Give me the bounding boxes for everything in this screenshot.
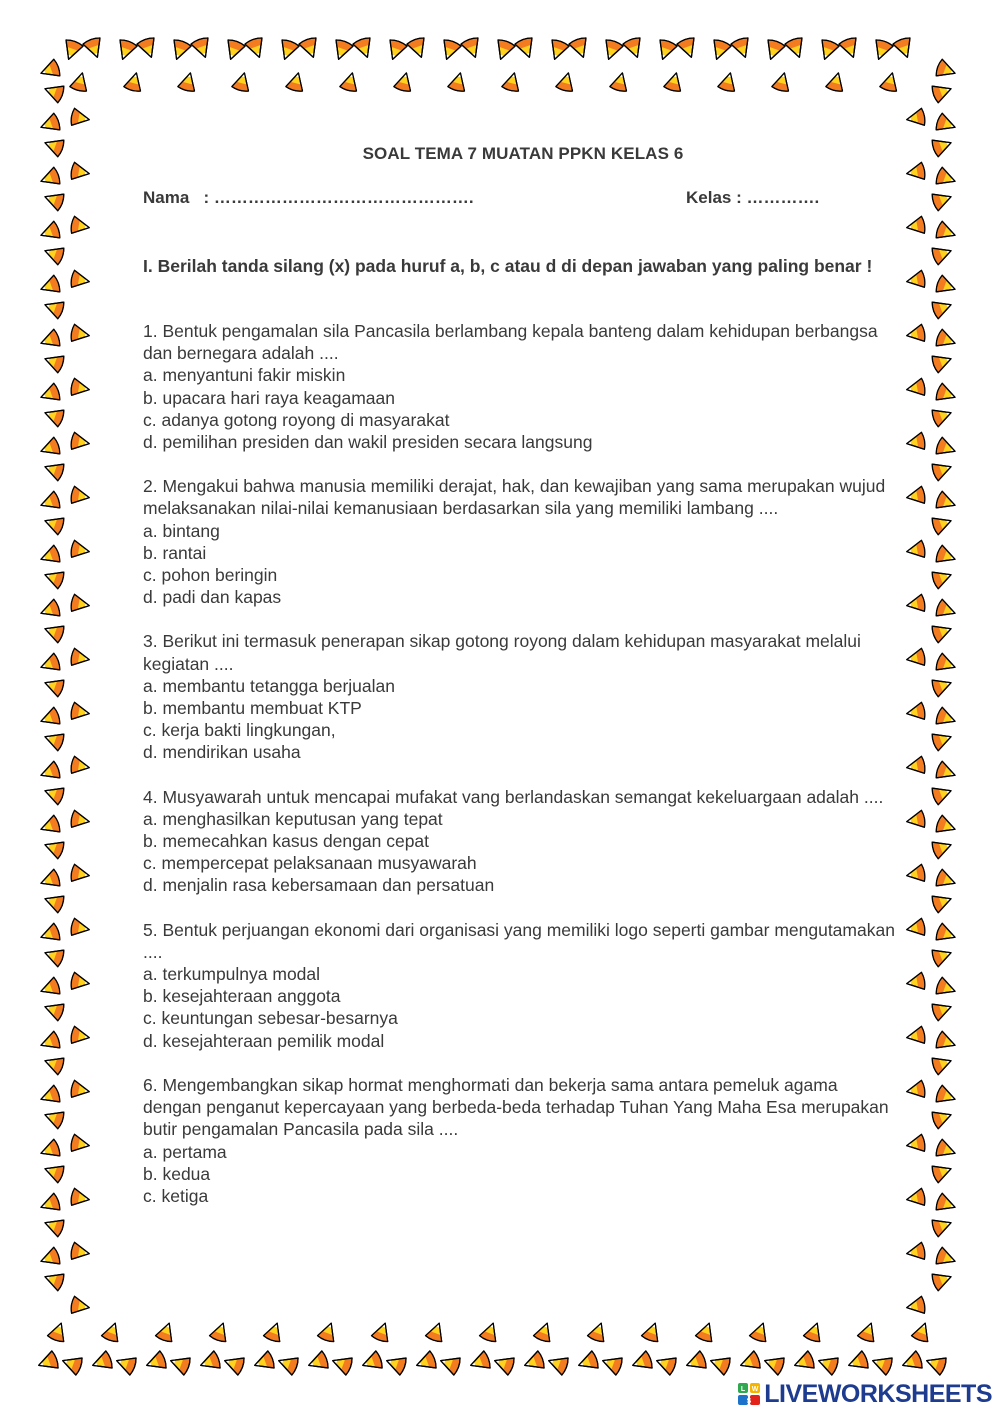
candy-corn-icon	[931, 944, 954, 967]
candy-corn-icon	[905, 162, 926, 182]
candy-corn-icon	[42, 1268, 65, 1291]
candy-corn-icon	[38, 707, 61, 730]
candy-corn-icon	[360, 1350, 384, 1373]
candy-corn-icon	[892, 36, 915, 60]
candy-corn-icon	[905, 864, 926, 884]
candy-corn-icon	[905, 756, 926, 776]
candy-corn-icon	[38, 599, 61, 622]
candy-corn-icon	[911, 1320, 933, 1343]
candy-corn-icon	[935, 437, 958, 460]
candy-corn-icon	[931, 674, 954, 697]
candy-corn-icon	[630, 1350, 654, 1373]
candy-corn-icon	[935, 869, 958, 892]
candy-corn-icon	[384, 38, 407, 62]
candy-corn-icon	[905, 1026, 926, 1046]
candy-corn-icon	[60, 38, 83, 62]
candy-corn-icon	[70, 324, 91, 344]
candy-corn-icon	[69, 71, 90, 93]
question-text: 4. Musyawarah untuk mencapai mufakat vang berlandaskan semangat kekeluargaan adalah ....	[143, 786, 884, 807]
candy-corn-icon	[738, 1350, 762, 1373]
candy-corn-icon	[168, 1352, 192, 1375]
candy-corn-icon	[935, 761, 958, 784]
candy-corn-icon	[492, 1352, 516, 1375]
candy-corn-icon	[70, 1242, 91, 1262]
candy-corn-icon	[935, 221, 958, 244]
candy-corn-icon	[70, 648, 91, 668]
option-d[interactable]: d. pemilihan presiden dan wakil presiden secara langsung	[143, 432, 593, 453]
student-info-row	[143, 188, 843, 208]
option-c[interactable]: c. keuntungan sebesar-besarnya	[143, 1008, 398, 1029]
liveworksheets-logo	[738, 1381, 992, 1407]
candy-corn-icon	[931, 1268, 954, 1291]
question-3	[143, 630, 899, 763]
candy-corn-icon	[870, 1352, 894, 1375]
candy-corn-icon	[931, 296, 954, 319]
candy-corn-icon	[276, 1352, 300, 1375]
badge-letter-w: W	[751, 1386, 759, 1393]
candy-corn-icon	[222, 38, 245, 62]
candy-corn-icon	[42, 296, 65, 319]
candy-corn-icon	[935, 977, 958, 1000]
candy-corn-icon	[70, 540, 91, 560]
candy-corn-icon	[708, 38, 731, 62]
option-b[interactable]: b. kedua	[143, 1163, 211, 1184]
question-6	[143, 1074, 899, 1207]
option-c[interactable]: c. adanya gotong royong di masyarakat	[143, 409, 450, 430]
candy-corn-icon	[663, 71, 684, 93]
candy-corn-icon	[838, 36, 861, 60]
candy-corn-icon	[114, 38, 137, 62]
candy-corn-icon	[900, 1350, 924, 1373]
candy-corn-icon	[38, 815, 61, 838]
candy-corn-icon	[177, 71, 198, 93]
class-field[interactable]	[686, 188, 819, 208]
candy-corn-icon	[70, 108, 91, 128]
candy-corn-icon	[905, 1188, 926, 1208]
candy-corn-icon	[38, 437, 61, 460]
candy-corn-icon	[38, 545, 61, 568]
candy-corn-icon	[546, 1352, 570, 1375]
candy-corn-icon	[546, 38, 569, 62]
candy-corn-icon	[931, 1106, 954, 1129]
candy-corn-icon	[935, 599, 958, 622]
candy-corn-icon	[209, 1320, 231, 1343]
candy-corn-icon	[684, 1350, 708, 1373]
worksheet-title: SOAL TEMA 7 MUATAN PPKN KELAS 6	[362, 144, 684, 163]
option-a[interactable]: a. membantu tetangga berjualan	[143, 675, 395, 696]
candy-corn-icon	[905, 1242, 926, 1262]
candy-corn-icon	[935, 1193, 958, 1216]
candy-corn-icon	[70, 1080, 91, 1100]
option-d[interactable]: d. kesejahteraan pemilik modal	[143, 1030, 385, 1051]
question-list	[143, 320, 899, 1229]
candy-corn-icon	[622, 36, 645, 60]
candy-corn-icon	[136, 36, 159, 60]
candy-corn-icon	[905, 594, 926, 614]
candy-corn-icon	[771, 71, 792, 93]
option-a[interactable]: a. bintang	[143, 520, 220, 541]
candy-corn-icon	[70, 162, 91, 182]
candy-corn-icon	[935, 167, 958, 190]
candy-corn-icon	[144, 1350, 168, 1373]
candy-corn-icon	[317, 1320, 339, 1343]
candy-corn-icon	[935, 113, 958, 136]
candy-corn-icon	[82, 36, 105, 60]
candy-corn-icon	[42, 728, 65, 751]
candy-corn-icon	[931, 188, 954, 211]
candy-corn-icon	[42, 458, 65, 481]
candy-corn-icon	[905, 1080, 926, 1100]
candy-corn-icon	[931, 242, 954, 265]
candy-corn-icon	[935, 59, 958, 82]
candy-corn-icon	[168, 38, 191, 62]
candy-corn-icon	[931, 620, 954, 643]
candy-corn-icon	[339, 71, 360, 93]
candy-corn-icon	[70, 594, 91, 614]
candy-corn-icon	[70, 864, 91, 884]
candy-corn-icon	[42, 1160, 65, 1183]
candy-corn-icon	[931, 350, 954, 373]
question-5	[143, 919, 899, 1052]
question-4	[143, 786, 899, 897]
candy-corn-icon	[803, 1320, 825, 1343]
option-d[interactable]: d. menjalin rasa kebersamaan dan persatuan	[143, 875, 495, 896]
candy-corn-icon	[905, 972, 926, 992]
candy-corn-icon	[905, 918, 926, 938]
question-1	[143, 320, 899, 453]
candy-corn-icon	[935, 923, 958, 946]
candy-corn-icon	[38, 59, 61, 82]
candy-corn-icon	[70, 918, 91, 938]
candy-corn-icon	[38, 1193, 61, 1216]
candy-corn-icon	[38, 1085, 61, 1108]
candy-corn-icon	[935, 1031, 958, 1054]
option-b[interactable]: b. upacara hari raya keagamaan	[143, 387, 395, 408]
option-a[interactable]: a. terkumpulnya modal	[143, 964, 321, 985]
candy-corn-icon	[38, 1247, 61, 1270]
candy-corn-icon	[905, 108, 926, 128]
candy-corn-icon	[42, 836, 65, 859]
candy-corn-icon	[492, 38, 515, 62]
candy-corn-icon	[935, 329, 958, 352]
candy-corn-icon	[70, 1026, 91, 1046]
candy-corn-icon	[42, 998, 65, 1021]
candy-corn-icon	[438, 38, 461, 62]
candy-corn-icon	[42, 242, 65, 265]
candy-corn-icon	[931, 1214, 954, 1237]
candy-corn-icon	[70, 972, 91, 992]
candy-corn-icon	[905, 1296, 926, 1316]
candy-corn-icon	[654, 1352, 678, 1375]
candy-corn-icon	[870, 38, 893, 62]
candy-corn-icon	[816, 1352, 840, 1375]
class-label: Kelas	[686, 188, 732, 207]
liveworksheets-badge-icon	[738, 1383, 760, 1405]
candy-corn-icon	[90, 1350, 114, 1373]
candy-corn-icon	[762, 38, 785, 62]
candy-corn-icon	[38, 275, 61, 298]
candy-corn-icon	[371, 1320, 393, 1343]
candy-corn-icon	[38, 383, 61, 406]
badge-letter-s: S	[746, 1398, 752, 1405]
candy-corn-icon	[38, 653, 61, 676]
candy-corn-icon	[935, 815, 958, 838]
candy-corn-icon	[935, 1139, 958, 1162]
candy-corn-icon	[905, 1134, 926, 1154]
candy-corn-icon	[298, 36, 321, 60]
candy-corn-icon	[70, 216, 91, 236]
candy-corn-icon	[244, 36, 267, 60]
candy-corn-icon	[533, 1320, 555, 1343]
candy-corn-icon	[568, 36, 591, 60]
option-a[interactable]: a. menyantuni fakir miskin	[143, 365, 346, 386]
candy-corn-icon	[42, 620, 65, 643]
candy-corn-icon	[330, 1352, 354, 1375]
candy-corn-icon	[330, 38, 353, 62]
option-d[interactable]: d. padi dan kapas	[143, 587, 282, 608]
candy-corn-icon	[931, 404, 954, 427]
candy-corn-icon	[846, 1350, 870, 1373]
candy-corn-icon	[931, 728, 954, 751]
candy-corn-icon	[38, 491, 61, 514]
option-c[interactable]: c. kerja bakti lingkungan,	[143, 720, 336, 741]
question-2	[143, 475, 899, 608]
candy-corn-icon	[460, 36, 483, 60]
candy-corn-icon	[905, 702, 926, 722]
candy-corn-icon	[905, 648, 926, 668]
candy-corn-icon	[931, 782, 954, 805]
candy-corn-icon	[825, 71, 846, 93]
candy-corn-icon	[935, 1247, 958, 1270]
candy-corn-icon	[931, 890, 954, 913]
candy-corn-icon	[931, 998, 954, 1021]
candy-corn-icon	[879, 71, 900, 93]
candy-corn-icon	[42, 566, 65, 589]
candy-corn-icon	[762, 1352, 786, 1375]
candy-corn-icon	[38, 221, 61, 244]
candy-corn-icon	[70, 1296, 91, 1316]
candy-corn-icon	[42, 188, 65, 211]
candy-corn-icon	[101, 1320, 123, 1343]
candy-corn-icon	[252, 1350, 276, 1373]
candy-corn-icon	[276, 38, 299, 62]
candy-corn-icon	[905, 540, 926, 560]
candy-corn-icon	[931, 836, 954, 859]
candy-corn-icon	[42, 350, 65, 373]
candy-corn-icon	[641, 1320, 663, 1343]
option-c[interactable]: c. pohon beringin	[143, 565, 278, 586]
candy-corn-icon	[905, 378, 926, 398]
candy-corn-icon	[905, 810, 926, 830]
candy-corn-icon	[905, 432, 926, 452]
question-text: 2. Mengakui bahwa manusia memiliki derajat, hak, dan kewajiban yang sama merupakan wujud melaksanakan nilai-nilai kemanusiaan berdasarkan sila yang memiliki lambang ....	[143, 476, 886, 519]
candy-corn-icon	[425, 1320, 447, 1343]
candy-corn-icon	[42, 890, 65, 913]
candy-corn-icon	[730, 36, 753, 60]
candy-corn-icon	[42, 80, 65, 103]
candy-corn-icon	[38, 869, 61, 892]
candy-corn-icon	[576, 1350, 600, 1373]
option-a[interactable]: a. menghasilkan keputusan yang tepat	[143, 808, 443, 829]
candy-corn-icon	[306, 1350, 330, 1373]
candy-corn-icon	[352, 36, 375, 60]
candy-corn-icon	[38, 761, 61, 784]
candy-corn-icon	[654, 38, 677, 62]
candy-corn-icon	[384, 1352, 408, 1375]
candy-corn-icon	[38, 923, 61, 946]
candy-corn-icon	[600, 1352, 624, 1375]
option-b[interactable]: b. rantai	[143, 542, 207, 563]
candy-corn-icon	[514, 36, 537, 60]
candy-corn-icon	[905, 324, 926, 344]
candy-corn-icon	[70, 702, 91, 722]
candy-corn-icon	[406, 36, 429, 60]
instruction-text: I. Berilah tanda silang (x) pada huruf a, b, c atau d di depan jawaban yang paling benar !	[143, 256, 873, 276]
candy-corn-icon	[38, 329, 61, 352]
candy-corn-icon	[931, 1160, 954, 1183]
candy-corn-icon	[123, 71, 144, 93]
question-text: 5. Bentuk perjuangan ekonomi dari organisasi yang memiliki logo seperti gambar mengutamakan ....	[143, 919, 895, 962]
option-d[interactable]: d. mendirikan usaha	[143, 742, 301, 763]
name-field[interactable]	[143, 188, 474, 207]
candy-corn-icon	[717, 71, 738, 93]
candy-corn-icon	[501, 71, 522, 93]
candy-corn-icon	[447, 71, 468, 93]
candy-corn-icon	[155, 1320, 177, 1343]
candy-corn-icon	[42, 404, 65, 427]
candy-corn-icon	[924, 1352, 948, 1375]
candy-corn-icon	[708, 1352, 732, 1375]
candy-corn-icon	[38, 977, 61, 1000]
candy-corn-icon	[935, 491, 958, 514]
candy-corn-icon	[190, 36, 213, 60]
option-b[interactable]: b. membantu membuat KTP	[143, 698, 362, 719]
candy-corn-icon	[931, 80, 954, 103]
candy-corn-icon	[784, 36, 807, 60]
candy-corn-icon	[905, 486, 926, 506]
candy-corn-icon	[600, 38, 623, 62]
candy-corn-icon	[70, 270, 91, 290]
candy-corn-icon	[522, 1350, 546, 1373]
candy-corn-icon	[905, 216, 926, 236]
candy-corn-icon	[749, 1320, 771, 1343]
candy-corn-icon	[263, 1320, 285, 1343]
candy-corn-icon	[816, 38, 839, 62]
candy-corn-icon	[198, 1350, 222, 1373]
candy-corn-icon	[935, 383, 958, 406]
name-value: : ……………………………………….	[203, 188, 474, 207]
candy-corn-icon	[285, 71, 306, 93]
candy-corn-icon	[905, 270, 926, 290]
option-b[interactable]: b. memecahkan kasus dengan cepat	[143, 831, 430, 852]
candy-corn-icon	[42, 1214, 65, 1237]
option-c[interactable]: c. mempercepat pelaksanaan musyawarah	[143, 853, 477, 874]
candy-corn-icon	[468, 1350, 492, 1373]
candy-corn-icon	[792, 1350, 816, 1373]
option-a[interactable]: a. pertama	[143, 1141, 227, 1162]
candy-corn-icon	[38, 1139, 61, 1162]
candy-corn-icon	[931, 512, 954, 535]
candy-corn-icon	[114, 1352, 138, 1375]
option-b[interactable]: b. kesejahteraan anggota	[143, 986, 341, 1007]
candy-corn-icon	[931, 458, 954, 481]
question-text: 6. Mengembangkan sikap hormat menghormati dan bekerja sama antara pemeluk agama dengan penganut kepercayaan yang berbeda-beda terhadap Tuhan Yang Maha Esa merupakan butir pengamalan Pancasila pada sila ....	[143, 1074, 889, 1140]
candy-corn-icon	[70, 756, 91, 776]
candy-corn-icon	[38, 113, 61, 136]
candy-corn-icon	[438, 1352, 462, 1375]
candy-corn-icon	[42, 1052, 65, 1075]
candy-corn-icon	[36, 1350, 60, 1373]
candy-corn-icon	[70, 810, 91, 830]
question-text: 1. Bentuk pengamalan sila Pancasila berlambang kepala banteng dalam kehidupan berbangsa dan bernegara adalah ....	[143, 321, 878, 364]
candy-corn-icon	[42, 782, 65, 805]
candy-corn-icon	[38, 167, 61, 190]
candy-corn-icon	[42, 512, 65, 535]
candy-corn-icon	[42, 674, 65, 697]
candy-corn-icon	[935, 707, 958, 730]
candy-corn-icon	[42, 944, 65, 967]
candy-corn-icon	[695, 1320, 717, 1343]
candy-corn-icon	[60, 1352, 84, 1375]
candy-corn-icon	[42, 1106, 65, 1129]
candy-corn-icon	[676, 36, 699, 60]
candy-corn-icon	[231, 71, 252, 93]
candy-corn-icon	[857, 1320, 879, 1343]
candy-corn-icon	[555, 71, 576, 93]
candy-corn-icon	[414, 1350, 438, 1373]
candy-corn-icon	[70, 432, 91, 452]
candy-corn-icon	[70, 378, 91, 398]
candy-corn-icon	[393, 71, 414, 93]
candy-corn-icon	[479, 1320, 501, 1343]
option-c[interactable]: c. ketiga	[143, 1185, 209, 1206]
liveworksheets-wordmark: LIVEWORKSHEETS	[764, 1379, 992, 1408]
candy-corn-icon	[70, 486, 91, 506]
candy-corn-icon	[935, 653, 958, 676]
candy-corn-icon	[935, 275, 958, 298]
badge-letter-l: L	[741, 1386, 746, 1393]
candy-corn-icon	[38, 1031, 61, 1054]
candy-corn-icon	[935, 1085, 958, 1108]
class-value: : ………….	[736, 188, 820, 207]
candy-corn-icon	[70, 1188, 91, 1208]
candy-corn-icon	[609, 71, 630, 93]
candy-corn-icon	[935, 545, 958, 568]
candy-corn-icon	[931, 566, 954, 589]
candy-corn-icon	[222, 1352, 246, 1375]
candy-corn-icon	[47, 1320, 69, 1343]
candy-corn-icon	[587, 1320, 609, 1343]
question-text: 3. Berikut ini termasuk penerapan sikap gotong royong dalam kehidupan masyarakat melalui kegiatan ....	[143, 631, 861, 674]
candy-corn-icon	[931, 1052, 954, 1075]
candy-corn-icon	[70, 1134, 91, 1154]
name-label: Nama	[143, 188, 190, 207]
